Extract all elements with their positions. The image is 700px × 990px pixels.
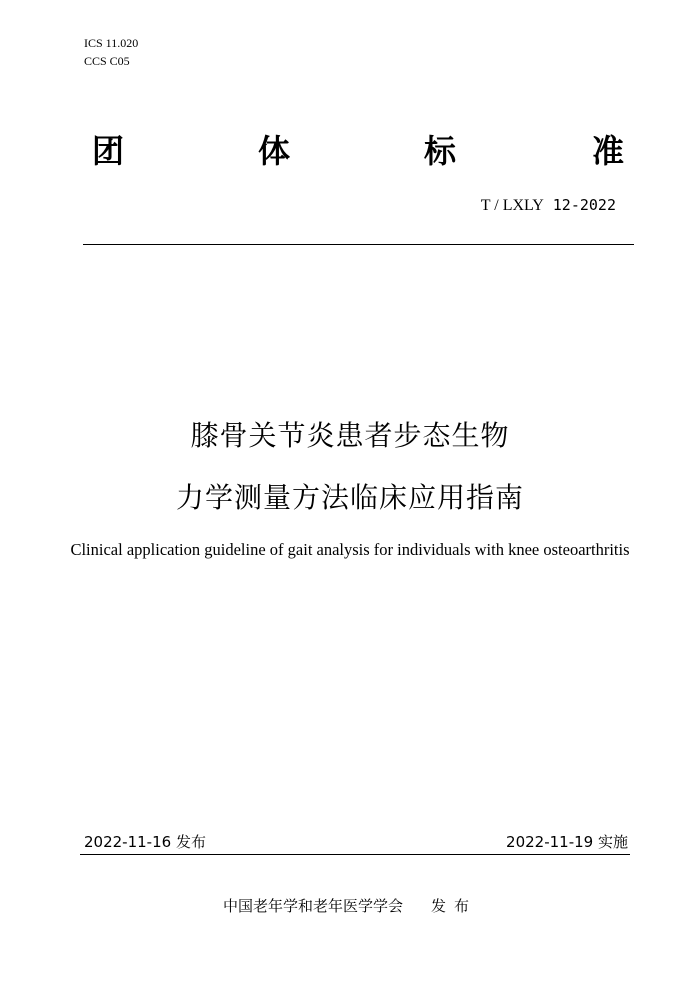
standard-type-char-3: 标 bbox=[424, 132, 457, 170]
standard-number-value: 12-2022 bbox=[552, 196, 616, 214]
standard-type-char-1: 团 bbox=[92, 132, 125, 170]
standard-number bbox=[481, 194, 616, 217]
publisher-name: 中国老年学和老年医学学会 bbox=[222, 897, 403, 915]
standard-type-char-4: 准 bbox=[592, 132, 625, 170]
date-row bbox=[84, 830, 628, 854]
title-cn-line-1: 膝骨关节炎患者步态生物 bbox=[190, 419, 510, 452]
standard-type-heading bbox=[92, 128, 632, 174]
title-en: Clinical application guideline of gait analysis for individuals with knee osteoarthritis bbox=[70, 540, 630, 559]
publish-action: 发布 bbox=[431, 897, 478, 915]
ccs-code: CCS C05 bbox=[84, 54, 130, 68]
publisher-line bbox=[0, 894, 700, 918]
bottom-divider bbox=[80, 854, 630, 855]
title-cn-line-2: 力学测量方法临床应用指南 bbox=[175, 481, 524, 514]
top-divider bbox=[83, 244, 634, 245]
classification-codes bbox=[84, 34, 138, 70]
issue-date: 2022-11-16 发布 bbox=[84, 833, 206, 851]
ics-code: ICS 11.020 bbox=[84, 36, 139, 50]
implementation-date: 2022-11-19 实施 bbox=[506, 833, 628, 851]
standard-type-char-2: 体 bbox=[258, 132, 291, 170]
standard-number-prefix: T / LXLY bbox=[480, 197, 544, 214]
